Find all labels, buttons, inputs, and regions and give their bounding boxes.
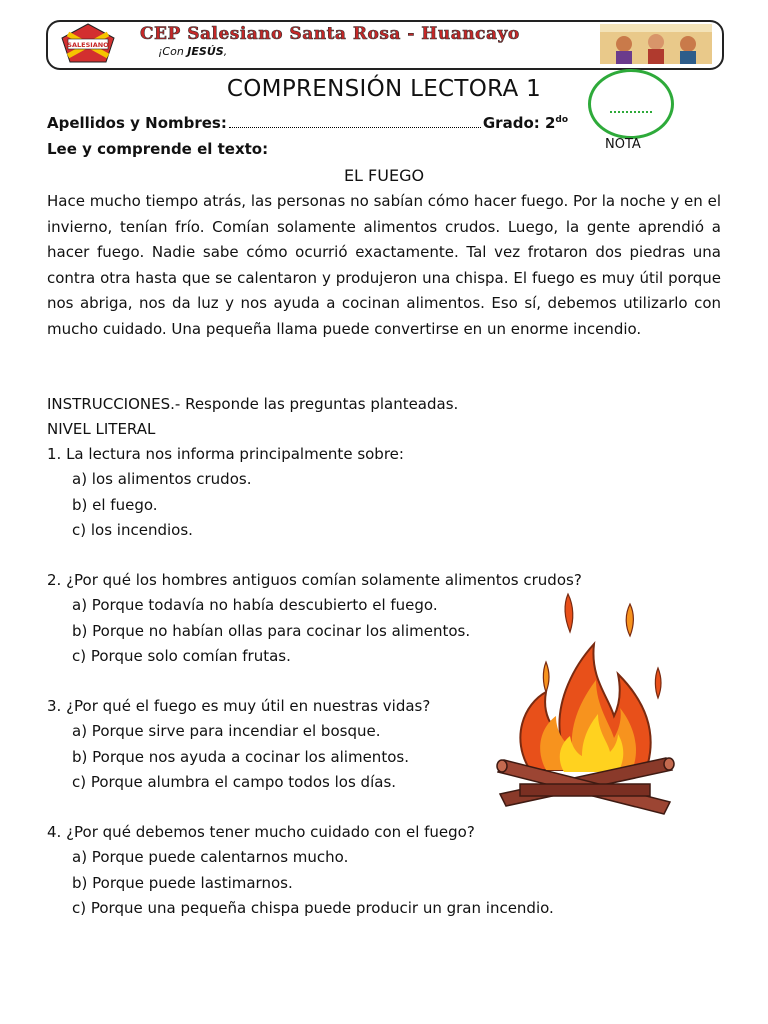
option-3c[interactable]: c) Porque alumbra el campo todos los días. (72, 773, 397, 791)
level-label: NIVEL LITERAL (47, 420, 156, 438)
option-1c[interactable]: c) los incendios. (72, 521, 193, 539)
name-blank[interactable] (229, 115, 481, 128)
question-3: 3. ¿Por qué el fuego es muy útil en nuestras vidas? (47, 697, 431, 715)
religious-image (600, 24, 712, 64)
question-2: 2. ¿Por qué los hombres antiguos comían solamente alimentos crudos? (47, 571, 582, 589)
logo-left-text: SALESIANO (67, 41, 109, 49)
grade-label: Grado: (482, 114, 540, 132)
motto: ¡Con JESÚS, (158, 45, 228, 58)
grade-value: 2 (544, 114, 556, 132)
story-title: EL FUEGO (343, 166, 425, 185)
story-paragraph: Hace mucho tiempo atrás, las personas no sabían cómo hacer fuego. Por la noche y en el invierno, tenían frío. Comían solamente alimentos crudos. Luego, la gente aprendió a hacer fuego. Nadie sabe cómo ocurrió exactamente. Tal vez frotaron dos piedras una contra otra hasta que se calentaron y produjeron una chispa. El fuego es muy útil porque nos abriga, nos da luz y nos ayuda a cocinan alimentos. Eso sí, debemos utilizarlo con mucho cuidado. Una pequeña llama puede convertirse en un enorme incendio. (47, 192, 721, 338)
option-1a[interactable]: a) los alimentos crudos. (72, 470, 252, 488)
grade-circle (588, 69, 674, 139)
option-2c[interactable]: c) Porque solo comían frutas. (72, 647, 291, 665)
option-4b[interactable]: b) Porque puede lastimarnos. (72, 874, 293, 892)
option-2b[interactable]: b) Porque no habían ollas para cocinar los alimentos. (72, 622, 471, 640)
student-line (47, 114, 568, 132)
option-1b[interactable]: b) el fuego. (72, 496, 158, 514)
school-name: CEP Salesiano Santa Rosa - Huancayo (140, 24, 520, 44)
option-4c[interactable]: c) Porque una pequeña chispa puede producir un gran incendio. (72, 899, 554, 917)
nota-label: NOTA (605, 137, 641, 152)
grade-blank[interactable] (610, 111, 652, 113)
instructions: INSTRUCCIONES.- Responde las preguntas planteadas. (47, 395, 459, 413)
campfire-illustration (490, 588, 680, 820)
school-logo-left (58, 22, 118, 64)
name-label: Apellidos y Nombres: (47, 114, 227, 132)
grade-suffix: do (555, 115, 569, 125)
question-1: 1. La lectura nos informa principalmente sobre: (47, 445, 404, 463)
option-3b[interactable]: b) Porque nos ayuda a cocinar los alimentos. (72, 748, 409, 766)
option-4a[interactable]: a) Porque puede calentarnos mucho. (72, 848, 349, 866)
page-title: COMPRENSIÓN LECTORA 1 (226, 76, 542, 102)
option-3a[interactable]: a) Porque sirve para incendiar el bosque. (72, 722, 381, 740)
question-4: 4. ¿Por qué debemos tener mucho cuidado con el fuego? (47, 823, 475, 841)
option-2a[interactable]: a) Porque todavía no había descubierto el fuego. (72, 596, 438, 614)
read-instruction: Lee y comprende el texto: (47, 140, 269, 158)
